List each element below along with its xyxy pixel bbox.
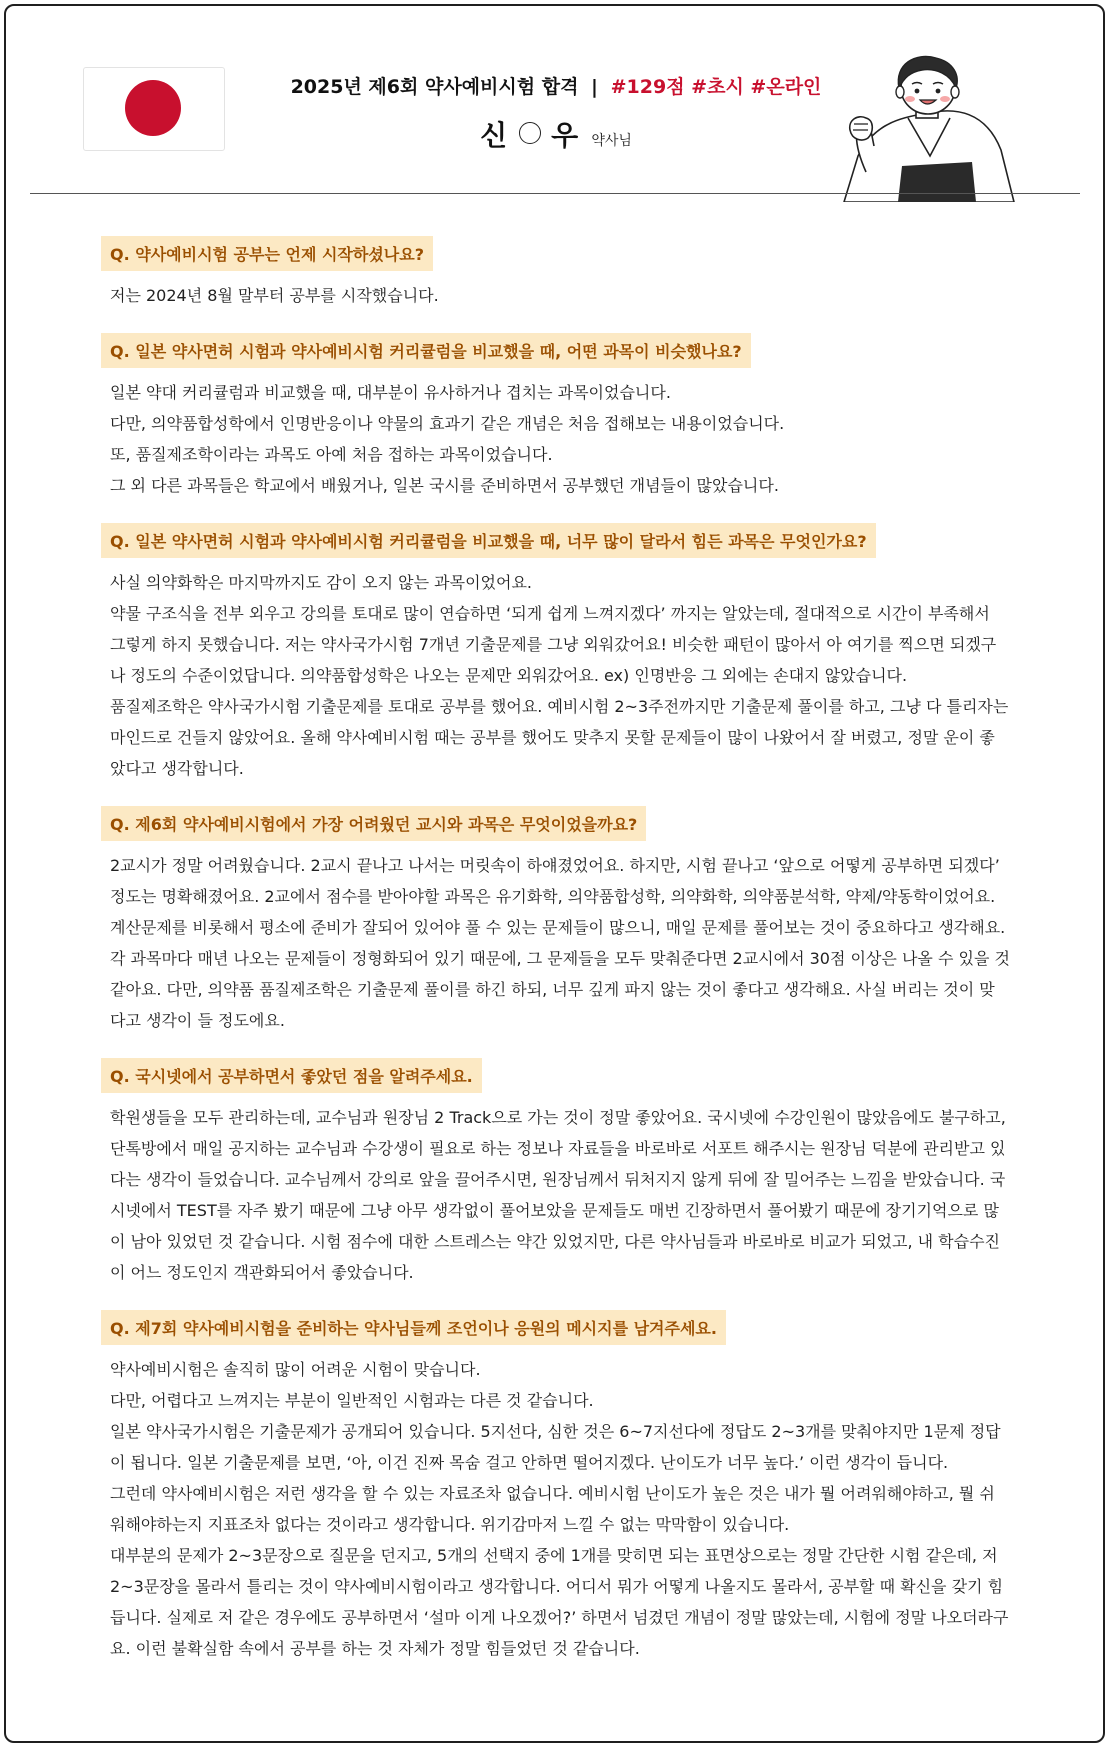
answer-paragraph: 2교시가 정말 어려웠습니다. 2교시 끝나고 나서는 머릿속이 하얘졌었어요. 하지만, 시험 끝나고 ‘앞으로 어떻게 공부하면 되겠다’ 정도는 명확해졌어요. 2교에서 점수를 받아야할 과목은 유기화학, 의약품합성학, 의약화학, 의약품분석학, 약제/약동학이었어요. 계산문제를 비롯해서 평소에 준비가 잘되어 있어야 풀 수 있는 문제들이 많으니, 매일 문제를 풀어보는 것이 중요하다고 생각해요. 각 과목마다 매년 나오는 문제들이 정형화되어 있기 때문에, 그 문제들을 모두 맞춰준다면 2교시에서 30점 이상은 나올 수 있을 것 같아요. 다만, 의약품 품질제조학은 기출문제 풀이를 하긴 하되, 너무 깊게 파지 않는 것이 좋다고 생각해요. 사실 버리는 것이 맞다고 생각이 들 정도에요. bbox=[110, 856, 1010, 1030]
question: Q. 제7회 약사예비시험을 준비하는 약사님들께 조언이나 응원의 메시지를 남겨주세요. bbox=[101, 1310, 726, 1345]
name-mask-circle bbox=[519, 122, 541, 144]
japan-flag-icon bbox=[83, 67, 225, 151]
qa-item bbox=[110, 806, 1010, 1036]
flag-red-disc bbox=[125, 80, 181, 136]
answer-paragraph: 또, 품질제조학이라는 과목도 아예 처음 접하는 과목이었습니다. bbox=[110, 445, 553, 464]
answer-paragraph: 저는 2024년 8월 말부터 공부를 시작했습니다. bbox=[110, 286, 439, 305]
qa-item bbox=[110, 1058, 1010, 1288]
header-divider bbox=[30, 193, 1080, 194]
answer-paragraph: 약사예비시험은 솔직히 많이 어려운 시험이 맞습니다. bbox=[110, 1360, 481, 1379]
qa-item bbox=[110, 1310, 1010, 1664]
pharmacist-name bbox=[236, 114, 876, 154]
answer-paragraph: 사실 의약화학은 마지막까지도 감이 오지 않는 과목이었어요. bbox=[110, 573, 533, 592]
testimonial-page bbox=[4, 4, 1105, 1743]
answer bbox=[110, 377, 1010, 501]
name-suffix: 약사님 bbox=[591, 133, 632, 149]
question: Q. 제6회 약사예비시험에서 가장 어려웠던 교시와 과목은 무엇이었을까요? bbox=[101, 806, 646, 841]
qa-list bbox=[110, 236, 1010, 1686]
qa-item bbox=[110, 236, 1010, 311]
answer-paragraph: 그 외 다른 과목들은 학교에서 배웠거나, 일본 국시를 준비하면서 공부했던 개념들이 많았습니다. bbox=[110, 476, 779, 495]
question: Q. 일본 약사면허 시험과 약사예비시험 커리큘럼을 비교했을 때, 너무 많이 달라서 힘든 과목은 무엇인가요? bbox=[101, 523, 876, 558]
answer bbox=[110, 1102, 1010, 1288]
answer-paragraph: 학원생들을 모두 관리하는데, 교수님과 원장님 2 Track으로 가는 것이 정말 좋았어요. 국시넷에 수강인원이 많았음에도 불구하고, 단톡방에서 매일 공지하는 교수님과 수강생이 필요로 하는 정보나 자료들을 바로바로 서포트 해주시는 원장님 덕분에 관리받고 있다는 생각이 들었습니다. 교수님께서 강의로 앞을 끌어주시면, 원장님께서 뒤처지지 않게 뒤에 잘 밀어주는 느낌을 받았습니다. 국시넷에서 TEST를 자주 봤기 때문에 그냥 아무 생각없이 풀어보았을 문제들도 매번 긴장하면서 풀어봤기 때문에 장기기억으로 많이 남아 있었던 것 같습니다. 시험 점수에 대한 스트레스는 약간 있었지만, 다른 약사님들과 바로바로 비교가 되었고, 내 학습수진이 어느 정도인지 객관화되어서 좋았습니다. bbox=[110, 1108, 1006, 1282]
answer-paragraph: 일본 약사국가시험은 기출문제가 공개되어 있습니다. 5지선다, 심한 것은 6~7지선다에 정답도 2~3개를 맞춰야지만 1문제 정답이 됩니다. 일본 기출문제를 보면, ‘아, 이건 진짜 목숨 걸고 안하면 떨어지겠다. 난이도가 너무 높다.’ 이런 생각이 듭니다. bbox=[110, 1422, 1001, 1472]
answer-paragraph: 품질제조학은 약사국가시험 기출문제를 토대로 공부를 했어요. 예비시험 2~3주전까지만 기출문제 풀이를 하고, 그냥 다 틀리자는 마인드로 건들지 않았어요. 올해 약사예비시험 때는 공부를 했어도 맞추지 못할 문제들이 많이 나왔어서 잘 버렸고, 정말 운이 좋았다고 생각합니다. bbox=[110, 697, 1009, 778]
answer-paragraph: 다만, 어렵다고 느껴지는 부분이 일반적인 시험과는 다른 것 같습니다. bbox=[110, 1391, 594, 1410]
answer-paragraph: 약물 구조식을 전부 외우고 강의를 토대로 많이 연습하면 ‘되게 쉽게 느껴지겠다’ 까지는 알았는데, 절대적으로 시간이 부족해서 그렇게 하지 못했습니다. 저는 약사국가시험 7개년 기출문제를 그냥 외워갔어요! 비슷한 패턴이 많아서 아 여기를 찍으면 되겠구나 정도의 수준이었답니다. 의약품합성학은 나오는 문제만 외워갔어요. ex) 인명반응 그 외에는 손대지 않았습니다. bbox=[110, 604, 997, 685]
answer-paragraph: 다만, 의약품합성학에서 인명반응이나 약물의 효과기 같은 개념은 처음 접해보는 내용이었습니다. bbox=[110, 414, 785, 433]
headline bbox=[236, 72, 876, 99]
answer-paragraph: 그런데 약사예비시험은 저런 생각을 할 수 있는 자료조차 없습니다. 예비시험 난이도가 높은 것은 내가 뭘 어려워해야하고, 뭘 쉬워해야하는지 지표조차 없다는 것이라고 생각합니다. 위기감마저 느낄 수 없는 막막함이 있습니다. bbox=[110, 1484, 995, 1534]
question: Q. 국시넷에서 공부하면서 좋았던 점을 알려주세요. bbox=[101, 1058, 482, 1093]
answer bbox=[110, 850, 1010, 1036]
answer bbox=[110, 1354, 1010, 1664]
headline-tags: #129점 #초시 #온라인 bbox=[610, 76, 822, 98]
answer bbox=[110, 280, 1010, 311]
answer-paragraph: 일본 약대 커리큘럼과 비교했을 때, 대부분이 유사하거나 겹치는 과목이었습니다. bbox=[110, 383, 671, 402]
name-last: 우 bbox=[551, 119, 581, 152]
question: Q. 일본 약사면허 시험과 약사예비시험 커리큘럼을 비교했을 때, 어떤 과목이 비슷했나요? bbox=[101, 333, 751, 368]
name-first: 신 bbox=[480, 119, 510, 152]
question: Q. 약사예비시험 공부는 언제 시작하셨나요? bbox=[101, 236, 433, 271]
answer-paragraph: 대부분의 문제가 2~3문장으로 질문을 던지고, 5개의 선택지 중에 1개를 맞히면 되는 표면상으로는 정말 간단한 시험 같은데, 저 2~3문장을 몰라서 틀리는 것이 약사예비시험이라고 생각합니다. 어디서 뭐가 어떻게 나올지도 몰라서, 공부할 때 확신을 갖기 힘듭니다. 실제로 저 같은 경우에도 공부하면서 ‘설마 이게 나오겠어?’ 하면서 넘겼던 개념이 정말 많았는데, 시험에 정말 나오더라구요. 이런 불확실함 속에서 공부를 하는 것 자체가 정말 힘들었던 것 같습니다. bbox=[110, 1546, 1009, 1658]
headline-main: 2025년 제6회 약사예비시험 합격 bbox=[290, 76, 579, 98]
qa-item bbox=[110, 523, 1010, 784]
headline-separator: | bbox=[591, 76, 598, 98]
qa-item bbox=[110, 333, 1010, 501]
pharmacist-character-icon bbox=[836, 54, 1016, 202]
answer bbox=[110, 567, 1010, 784]
